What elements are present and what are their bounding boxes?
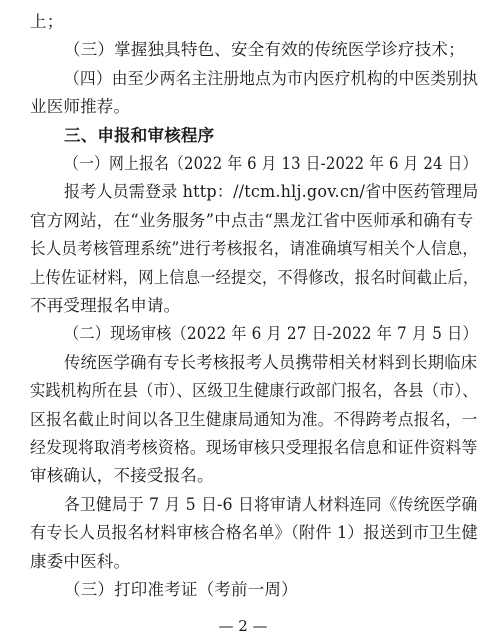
paragraph-line: 传统医学确有专长考核报考人员携带相关材料到长期临床 — [64, 352, 478, 372]
item-4-text-cont: 业医师推荐。 — [30, 97, 131, 117]
subsection-heading-onsite: （二）现场审核（2022 年 6 月 27 日-2022 年 7 月 5 日） — [64, 324, 478, 344]
paragraph-line: 各卫健局于 7 月 5 日-6 日将审请人材料连同《传统医学确 — [64, 494, 478, 514]
page-number: — 2 — — [218, 617, 268, 635]
subsection-heading-ticket: （三）打印准考证（考前一周） — [64, 580, 298, 599]
paragraph-line: 报考人员需登录 http：//tcm.hlj.gov.cn/省中医药管理局 — [64, 182, 479, 202]
section-heading: 三、申报和审核程序 — [64, 125, 215, 145]
paragraph-line: 不再受理报名申请。 — [30, 296, 181, 315]
text-line-continuation: 上； — [30, 12, 64, 31]
paragraph-line: 官方网站，在“业务服务”中点击“黑龙江省中医师承和确有专 — [30, 210, 474, 230]
paragraph-line: 长人员考核管理系统”进行考核报名，请准确填写相关个人信息， — [30, 239, 479, 259]
paragraph-line: 有专长人员报名材料审核合格名单》（附件 1）报送到市卫生健 — [30, 523, 478, 543]
paragraph-line: 审核确认，不接受报名。 — [30, 466, 214, 486]
item-3-text: （三）掌握独具特色、安全有效的传统医学诊疗技术； — [64, 40, 465, 60]
paragraph-line: 经发现将取消考核资格。现场审核只受理报名信息和证件资料等 — [30, 438, 478, 457]
paragraph-line: 区报名截止时间以各卫生健康局通知为准。不得跨考点报名，一 — [30, 409, 478, 429]
paragraph-line: 上传佐证材料，网上信息一经提交，不得修改，报名时间截止后， — [30, 267, 479, 287]
subsection-heading-online: （一）网上报名（2022 年 6 月 13 日-2022 年 6 月 24 日） — [64, 154, 478, 173]
item-4-text: （四）由至少两名主注册地点为市内医疗机构的中医类别执 — [64, 68, 479, 88]
paragraph-line: 实践机构所在县（市）、区级卫生健康行政部门报名，各县（市）、 — [30, 381, 478, 401]
paragraph-line: 康委中医科。 — [30, 551, 131, 571]
